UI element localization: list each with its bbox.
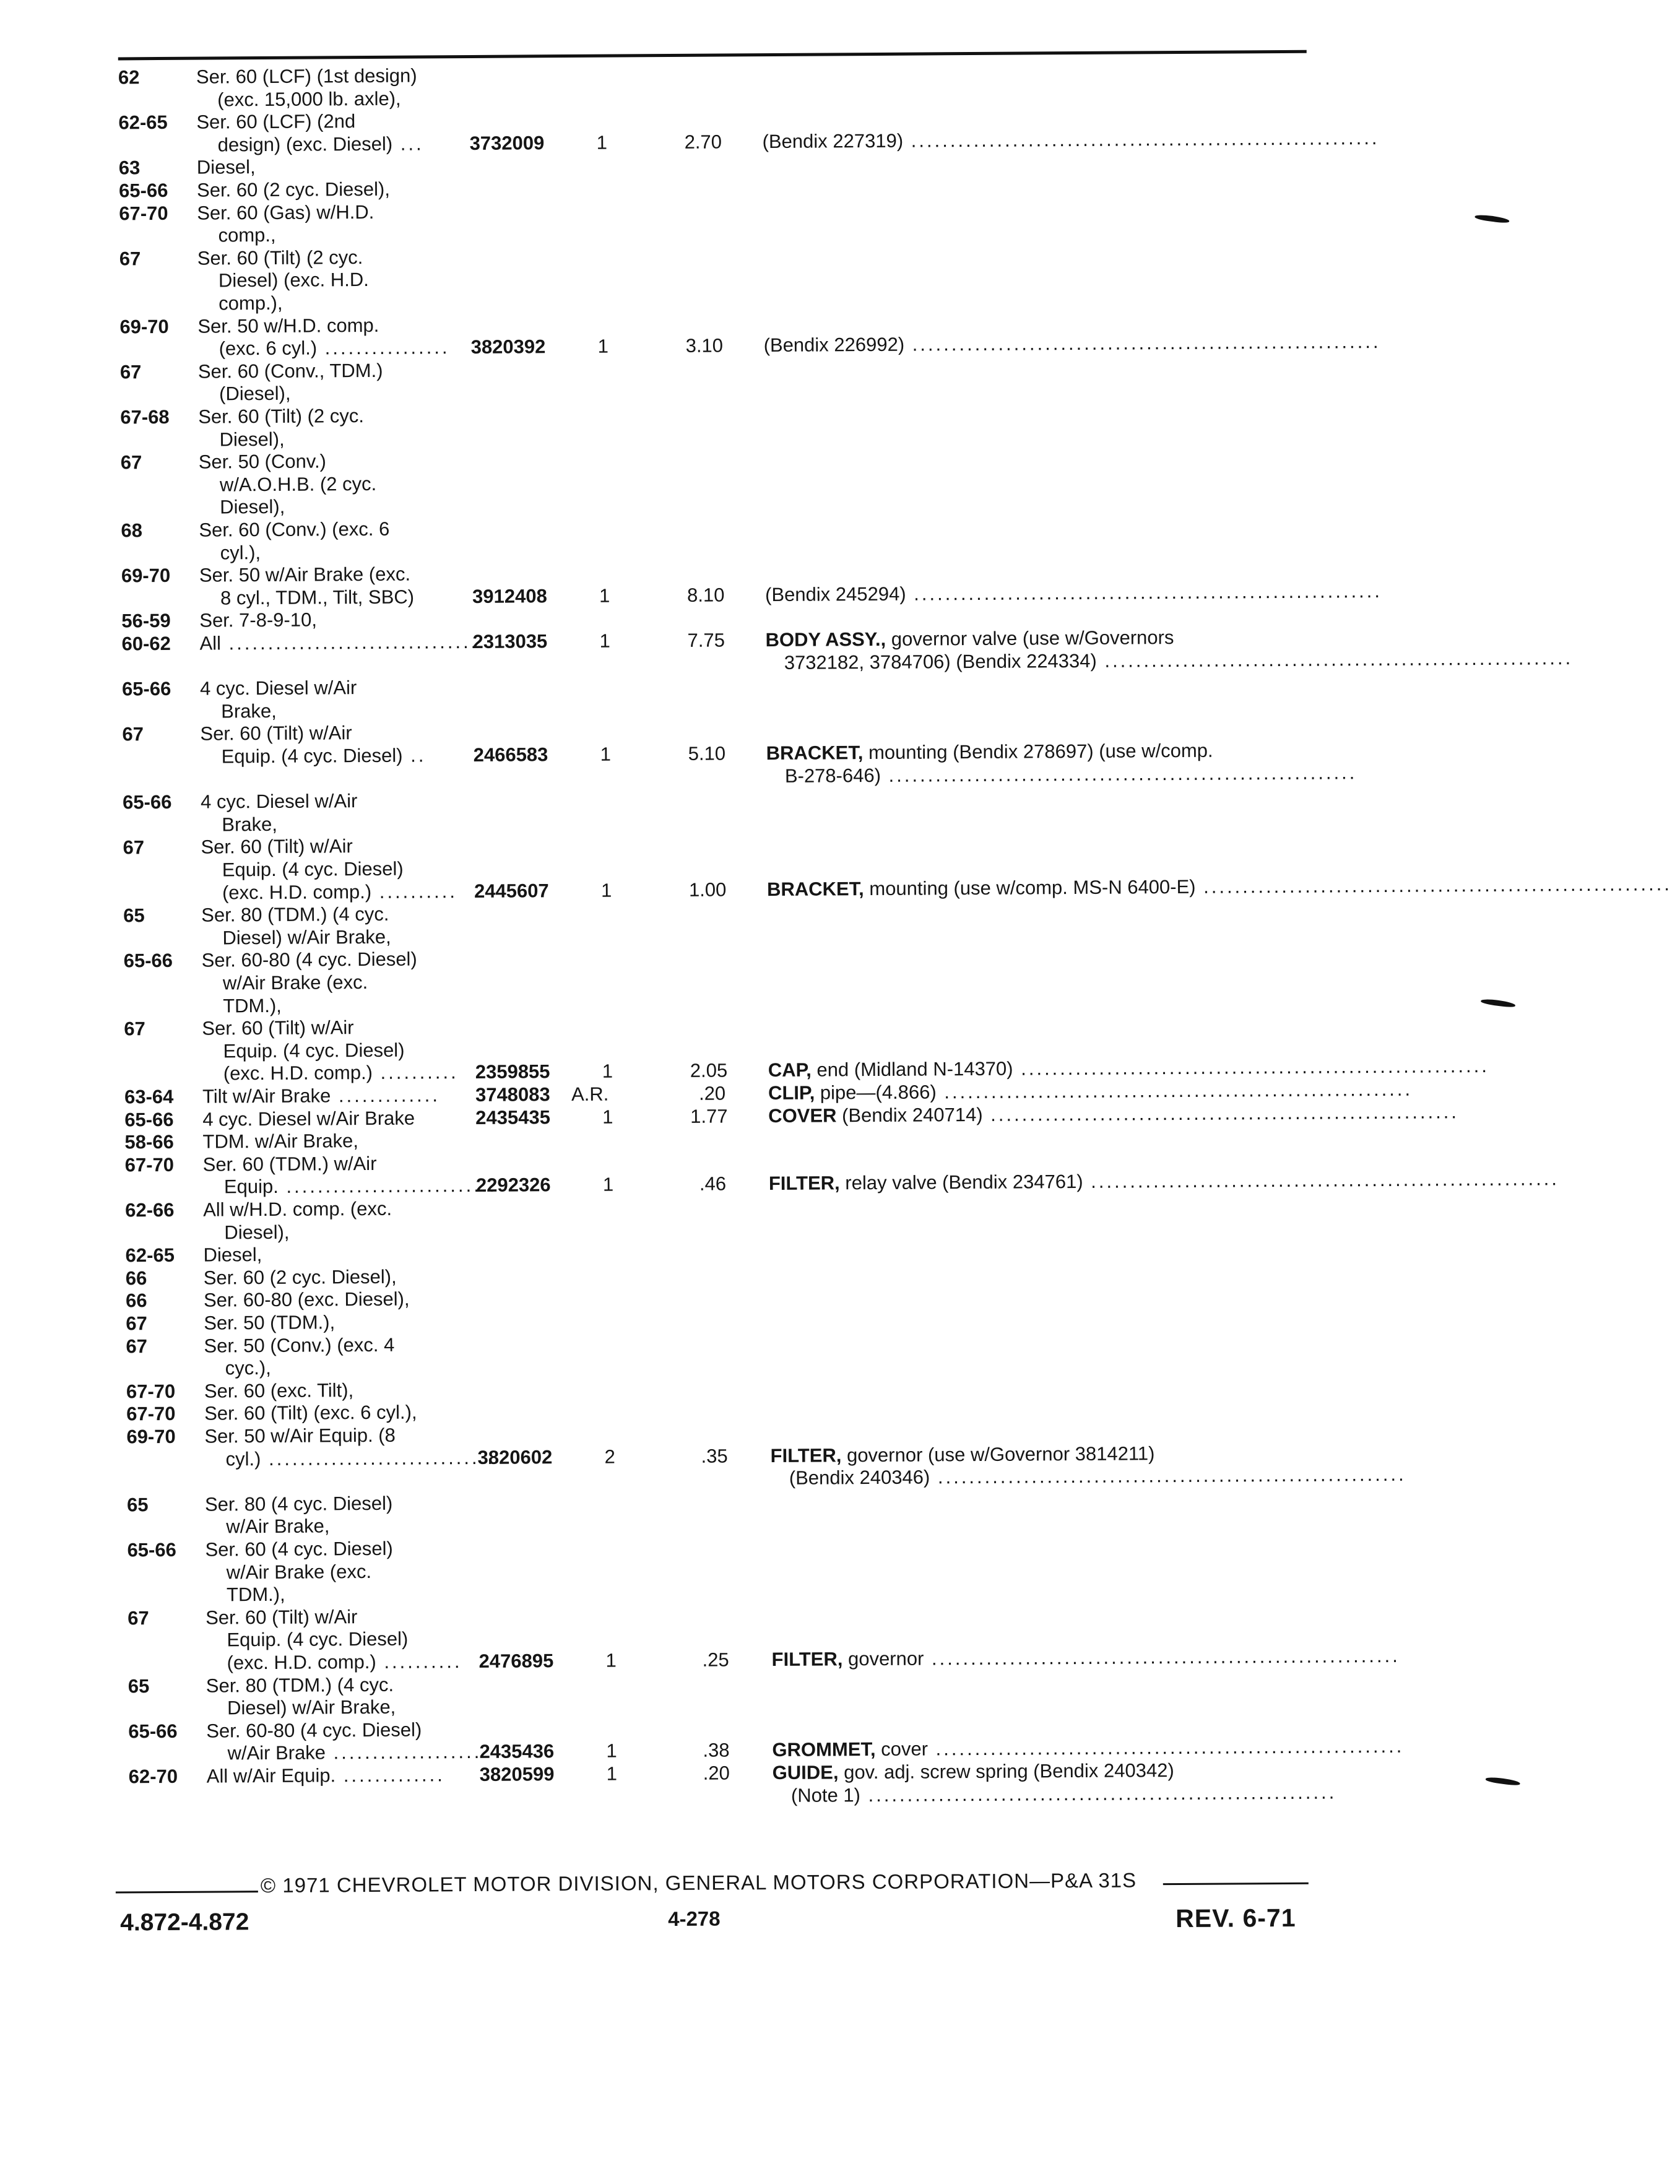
dot-leader: ............................................................ [930,1463,1406,1488]
row-years: 63-64 [124,1085,174,1108]
price: 5.10 [688,742,726,765]
row-application: Diesel) w/Air Brake, [227,1696,396,1720]
row-years: 65-66 [124,949,173,972]
footer-section-number: 4.872-4.872 [120,1909,249,1936]
price: .25 [702,1648,729,1671]
top-rule [118,50,1307,61]
row-years: 67-70 [126,1380,176,1403]
part-detail: governor [848,1648,924,1670]
dot-leader: ............................................................ [924,1645,1400,1670]
dot-leader: ... [392,132,424,154]
dot-leader: ............................. [261,1446,495,1469]
row-application: Ser. 50 (Conv.) (exc. 4 [204,1333,394,1357]
row-years: 67 [128,1606,149,1629]
dot-leader: ............................................................ [937,1078,1413,1103]
row-application: Diesel), [224,1220,289,1244]
part-description [771,1645,1307,1671]
row-application: w/Air Brake (exc. [227,1560,372,1584]
row-years: 69-70 [119,315,169,338]
row-application: comp.), [219,292,283,315]
binder-hole-mark [1485,1776,1520,1786]
dot-leader: ............................................................ [904,331,1381,355]
part-description [763,127,1298,153]
row-application: Diesel), [219,427,284,451]
part-number: 2359855 [475,1060,550,1084]
footer-copyright: © 1971 CHEVROLET MOTOR DIVISION, GENERAL MOTORS CORPORATION—P&A 31S [261,1868,1137,1897]
quantity: 1 [602,1105,613,1128]
row-years: 56-59 [121,609,171,632]
row-application: Equip. (4 cyc. Diesel) [227,1627,408,1652]
row-application: 4 cyc. Diesel w/Air [200,676,357,700]
row-application: Ser. 60 (Tilt) w/Air [200,722,352,745]
footer-revision: REV. 6-71 [1176,1904,1296,1933]
dot-leader: ............................................................ [928,1735,1405,1760]
row-application: cyc.), [225,1356,271,1379]
row-years: 65 [127,1493,149,1516]
part-number: 2466583 [474,743,548,766]
quantity: 1 [597,131,607,154]
row-years: 67 [121,451,142,474]
row-application: Ser. 50 w/Air Equip. (8 [204,1424,396,1448]
part-detail: mounting (Bendix 278697) (use w/comp. [868,740,1213,763]
row-application: Ser. 60 (Tilt) (2 cyc. [197,246,363,270]
row-application: Ser. 60 (Tilt) w/Air [206,1605,357,1629]
dot-leader: ............................................................ [906,580,1382,605]
part-description [772,1735,1307,1761]
row-application: Ser. 60 (exc. Tilt), [204,1379,353,1402]
part-name: BODY ASSY., [765,628,886,651]
row-application: w/A.O.H.B. (2 cyc. [220,472,376,496]
row-application: Diesel, [203,1243,262,1267]
part-number: 3748083 [475,1083,550,1106]
part-description-continued [789,1463,1306,1489]
quantity: A.R. [571,1083,609,1106]
dot-leader: ................... [326,1741,482,1764]
row-application: Diesel) (exc. H.D. [219,268,369,292]
row-years: 67-68 [120,405,170,428]
part-name: GUIDE, [773,1761,839,1783]
row-application: Ser. 60 (2 cyc. Diesel), [204,1265,397,1289]
dot-leader: ............. [331,1084,440,1106]
part-number: 2435435 [475,1106,550,1129]
price: .20 [699,1081,725,1104]
part-detail-continued: (Bendix 240346) [789,1467,930,1489]
row-years: 67 [126,1335,147,1358]
price: 8.10 [687,583,725,606]
dot-leader: ............................................................ [903,127,1380,152]
part-number: 2445607 [474,879,549,903]
row-years: 67-70 [125,1153,175,1176]
row-application: w/Air Brake ................... [227,1740,470,1764]
quantity: 1 [599,584,610,607]
dot-leader: ............................................................ [860,1781,1337,1806]
row-application: Ser. 80 (TDM.) (4 cyc. [201,903,389,927]
part-detail: (Bendix 245294) [765,583,906,605]
part-detail: gov. adj. screw spring (Bendix 240342) [844,1759,1174,1783]
row-years: 60-62 [121,632,171,655]
row-application: Diesel) w/Air Brake, [222,925,391,950]
price: 7.75 [687,628,725,651]
part-detail: (Bendix 240714) [842,1104,983,1126]
row-application: 4 cyc. Diesel w/Air [201,789,357,813]
row-application: Diesel), [220,495,285,519]
row-application: (exc. 6 cyl.) ................ [219,336,462,360]
part-detail: relay valve (Bendix 234761) [845,1171,1083,1194]
row-years: 65-66 [127,1538,176,1561]
row-years: 65 [123,904,145,927]
row-application: (Diesel), [219,382,291,405]
dot-leader: .......... [373,1062,459,1084]
part-name: CAP, [768,1059,812,1081]
row-application: (exc. 15,000 lb. axle), [217,87,401,111]
dot-leader: .................................. [221,631,495,654]
price: .35 [701,1444,727,1467]
row-years: 62 [118,66,140,89]
part-number: 3820599 [480,1762,555,1786]
row-application: (exc. H.D. comp.) .......... [227,1650,470,1674]
dot-leader: ............................................................ [881,761,1357,786]
part-name: GROMMET, [772,1738,875,1761]
quantity: 1 [603,1173,613,1196]
row-years: 65-66 [119,179,168,202]
dot-leader: ........................... [279,1174,497,1197]
row-application: (exc. H.D. comp.) .......... [223,1060,466,1085]
part-number: 2435436 [479,1740,554,1764]
part-detail: (Bendix 226992) [764,334,905,356]
row-years: 62-65 [125,1244,175,1267]
row-years: 65 [128,1675,150,1697]
part-description [773,1758,1308,1784]
part-detail-continued: B-278-646) [785,765,881,787]
part-number: 3732009 [470,131,545,155]
row-application: Ser. 50 (Conv.) [199,450,326,474]
footer-rule-right [1163,1883,1309,1885]
price: 2.70 [685,130,722,153]
row-years: 65-66 [128,1720,178,1743]
row-application: Brake, [222,813,277,836]
quantity: 1 [602,1060,613,1083]
part-description [768,1078,1304,1104]
part-description [769,1169,1304,1195]
part-name: CLIP, [768,1082,815,1104]
dot-leader: .......... [371,880,457,903]
part-name: FILTER, [771,1648,842,1670]
row-years: 69-70 [126,1425,176,1448]
part-detail: end (Midland N-14370) [816,1058,1013,1081]
part-number: 3820602 [477,1445,552,1469]
row-application: 4 cyc. Diesel w/Air Brake [202,1106,466,1131]
dot-leader: ............................................................ [1083,1168,1559,1193]
quantity: 1 [600,743,611,766]
row-application: Ser. 60-80 (4 cyc. Diesel) [206,1718,422,1742]
part-detail-continued: (Note 1) [791,1784,860,1806]
row-years: 58-66 [124,1130,174,1153]
parts-list [0,0,1559,5]
row-application: Ser. 60 (2 cyc. Diesel), [197,178,390,202]
part-description [767,874,1302,900]
row-application: Ser. 50 (TDM.), [204,1311,335,1334]
part-detail: cover [881,1738,928,1760]
row-application: 8 cyl., TDM., Tilt, SBC) [220,585,463,609]
part-description [764,331,1299,357]
row-years: 67-70 [126,1402,176,1425]
dot-leader: .. [402,744,426,766]
part-detail: mounting (use w/comp. MS-N 6400-E) [869,875,1195,899]
row-application: Equip. (4 cyc. Diesel) [223,1038,404,1062]
part-name: BRACKET, [767,878,864,900]
row-years: 62-66 [125,1198,175,1221]
row-application: Brake, [221,700,277,723]
row-application: TDM. w/Air Brake, [202,1129,358,1153]
row-application: Ser. 60 (4 cyc. Diesel) [205,1537,392,1561]
row-application: TDM.), [223,994,282,1017]
row-application: Ser. 60 (Tilt) (2 cyc. [198,404,364,428]
row-application: Ser. 50 w/H.D. comp. [197,313,379,337]
part-number: 2476895 [478,1649,553,1673]
part-detail-continued: 3732182, 3784706) (Bendix 224334) [784,649,1097,673]
row-application: Ser. 60 (LCF) (2nd [196,110,355,134]
dot-leader: ............................................................ [1013,1055,1489,1080]
row-application: Ser. 60 (Gas) w/H.D. [197,201,374,225]
row-application: w/Air Brake, [226,1515,329,1538]
dot-leader: ............................................................ [982,1101,1459,1125]
row-years: 62-65 [118,111,168,134]
row-application: Ser. 7-8-9-10, [199,609,317,632]
part-description [770,1441,1305,1467]
quantity: 1 [599,630,610,652]
row-application: Ser. 60 (TDM.) w/Air [203,1152,377,1176]
part-detail: governor (use w/Governor 3814211) [847,1442,1155,1466]
footer-rule-left [116,1891,258,1893]
price: 2.05 [690,1059,728,1082]
row-application: w/Air Brake (exc. [223,971,368,994]
footer-page-number: 4-278 [668,1907,721,1931]
row-application: Ser. 60-80 (4 cyc. Diesel) [202,948,417,972]
row-years: 67 [123,836,144,859]
part-name: COVER [768,1104,836,1127]
binder-hole-mark [1474,214,1510,223]
row-application: Ser. 60 (Tilt) w/Air [201,835,352,859]
quantity: 1 [598,335,608,358]
row-years: 62-70 [129,1765,178,1788]
part-description [768,1101,1304,1127]
row-application: Ser. 50 w/Air Brake (exc. [199,563,410,587]
part-number: 3912408 [472,584,547,608]
row-years: 69-70 [121,564,171,587]
quantity: 1 [606,1740,617,1762]
price: 3.10 [686,334,724,357]
price: .46 [699,1172,726,1195]
part-name: BRACKET, [766,742,864,764]
row-application: All w/H.D. comp. (exc. [203,1197,392,1221]
row-application: Ser. 60 (Conv., TDM.) [198,359,383,383]
price: .38 [703,1739,729,1762]
part-name: FILTER, [769,1172,840,1195]
row-application: Tilt w/Air Brake ............. [202,1083,466,1108]
price: .20 [703,1761,730,1784]
row-application: Ser. 60-80 (exc. Diesel), [204,1288,410,1312]
part-detail: governor valve (use w/Governors [891,626,1174,650]
row-application: Equip. ........................... [224,1174,467,1198]
row-years: 65-66 [124,1108,174,1131]
row-years: 68 [121,519,142,542]
dot-leader: ............. [336,1764,445,1786]
part-description [768,1055,1304,1081]
part-name: FILTER, [770,1444,841,1467]
binder-hole-mark [1481,998,1516,1008]
row-application: TDM.), [227,1583,285,1606]
price: 1.00 [689,878,727,901]
row-years: 67 [120,360,142,383]
part-description-continued [784,648,1301,674]
row-application: Ser. 60 (LCF) (1st design) [196,64,417,88]
row-years: 63 [119,157,141,180]
part-detail: pipe—(4.866) [820,1081,937,1103]
row-years: 67 [126,1312,147,1335]
dot-leader: .......... [376,1650,462,1673]
part-description-continued [791,1780,1308,1806]
part-description [765,580,1301,606]
quantity: 1 [605,1649,616,1672]
quantity: 1 [601,878,612,901]
dot-leader: ............................................................ [1195,873,1672,898]
dot-leader: ................ [317,336,450,358]
row-application: (exc. H.D. comp.) .......... [222,880,465,904]
dot-leader: ............................................................ [1097,647,1574,672]
part-detail: (Bendix 227319) [763,129,904,152]
row-years: 67-70 [119,202,168,225]
row-years: 65-66 [122,677,171,700]
row-application: design) (exc. Diesel) ... [218,132,461,156]
row-years: 67 [119,247,141,270]
part-description [765,625,1301,651]
price: 1.77 [690,1104,728,1127]
row-application: Equip. (4 cyc. Diesel) .. [222,743,464,768]
row-application: Equip. (4 cyc. Diesel) [222,857,404,882]
row-application: Diesel, [197,155,256,179]
row-years: 65-66 [123,791,172,813]
part-number: 2313035 [472,630,547,653]
row-application: Ser. 80 (4 cyc. Diesel) [205,1492,392,1516]
row-years: 67 [122,723,144,746]
row-application: comp., [218,223,275,247]
part-number: 3820392 [471,335,546,358]
part-description [766,739,1302,765]
row-application: cyl.), [220,541,261,564]
row-application: Ser. 60 (Tilt) (exc. 6 cyl.), [204,1401,417,1425]
row-years: 66 [126,1289,147,1312]
row-application: All w/Air Equip. ............. [207,1763,470,1788]
quantity: 1 [607,1762,617,1785]
row-application: Ser. 80 (TDM.) (4 cyc. [206,1673,394,1697]
row-years: 66 [126,1267,147,1289]
row-application: cyl.) ............................. [225,1446,468,1470]
part-number: 2292326 [476,1174,551,1197]
row-application: All .................................. [199,630,463,655]
part-description-continued [785,761,1302,787]
row-years: 67 [124,1017,145,1040]
row-application: Ser. 60 (Conv.) (exc. 6 [199,518,389,542]
quantity: 2 [604,1445,615,1468]
row-application: Ser. 60 (Tilt) w/Air [202,1016,353,1039]
